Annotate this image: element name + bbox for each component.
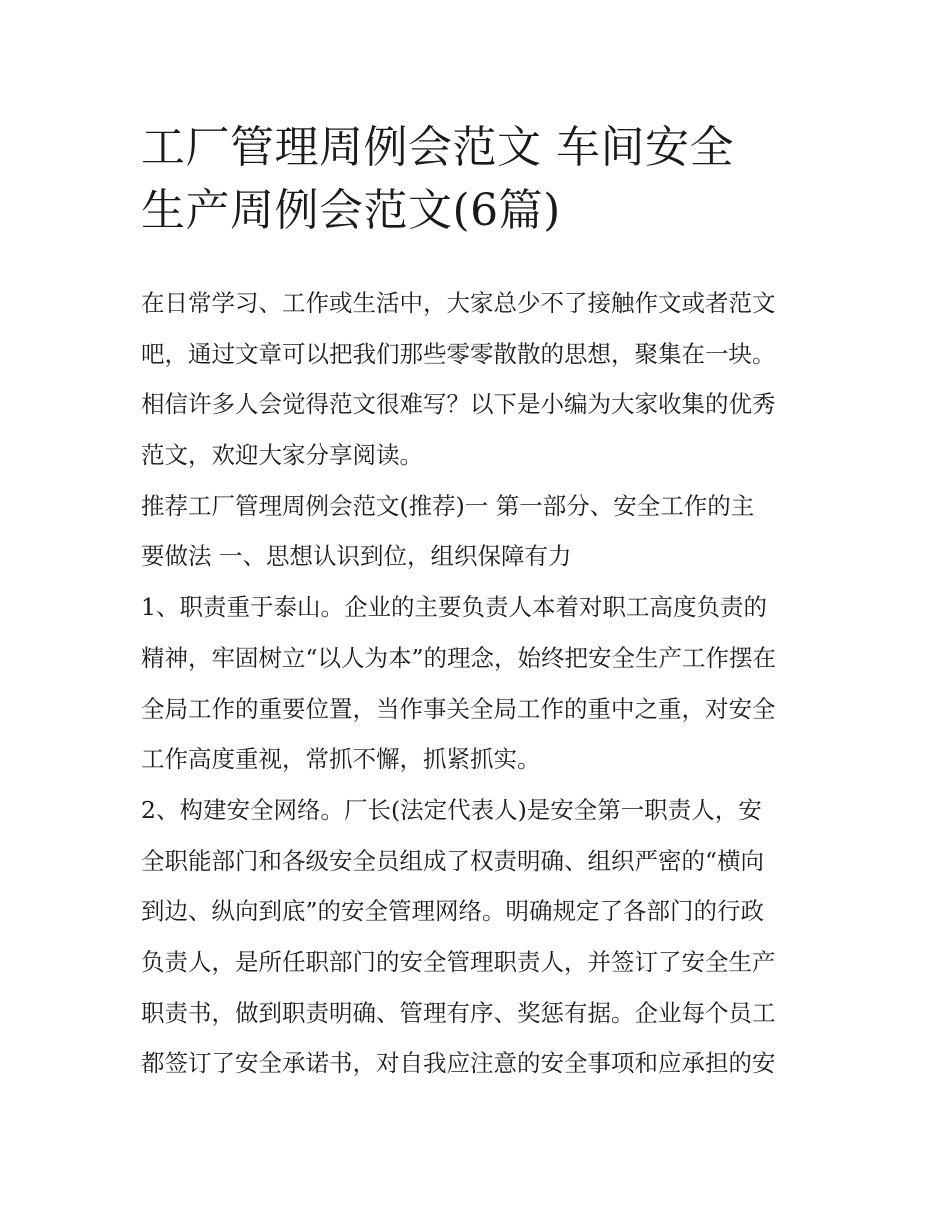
body-line: 精神，牢固树立“以人为本”的理念，始终把安全生产工作摆在 xyxy=(141,643,777,672)
body-line: 要做法 一、思想认识到位，组织保障有力 xyxy=(141,542,572,571)
title-line: 生产周例会范文(6篇) xyxy=(141,185,561,236)
body-line: 全局工作的重要位置，当作事关全局工作的重中之重，对安全 xyxy=(141,694,776,723)
title-line: 工厂管理周例会范文 车间安全 xyxy=(141,122,734,173)
body-line: 1、职责重于泰山。企业的主要负责人本着对职工高度负责的 xyxy=(141,593,767,622)
body-line: 相信许多人会觉得范文很难写？以下是小编为大家收集的优秀 xyxy=(141,390,776,419)
body-line: 到边、纵向到底”的安全管理网络。明确规定了各部门的行政 xyxy=(141,897,765,926)
body-line: 负责人，是所任职部门的安全管理职责人，并签订了安全生产 xyxy=(141,947,776,976)
document-title xyxy=(141,116,821,242)
body-line: 工作高度重视，常抓不懈，抓紧抓实。 xyxy=(141,745,541,774)
body-line: 都签订了安全承诺书，对自我应注意的安全事项和应承担的安 xyxy=(141,1049,776,1078)
body-line: 范文，欢迎大家分享阅读。 xyxy=(141,441,423,470)
document-body xyxy=(141,278,821,1089)
body-line: 推荐工厂管理周例会范文(推荐)一 第一部分、安全工作的主 xyxy=(141,491,755,520)
body-line: 吧，通过文章可以把我们那些零零散散的思想，聚集在一块。 xyxy=(141,339,776,368)
body-line: 职责书，做到职责明确、管理有序、奖惩有据。企业每个员工 xyxy=(141,998,776,1027)
body-line: 全职能部门和各级安全员组成了权责明确、组织严密的“横向 xyxy=(141,846,765,875)
body-line: 2、构建安全网络。厂长(法定代表人)是安全第一职责人，安 xyxy=(141,795,762,824)
body-line: 在日常学习、工作或生活中，大家总少不了接触作文或者范文 xyxy=(141,289,776,317)
